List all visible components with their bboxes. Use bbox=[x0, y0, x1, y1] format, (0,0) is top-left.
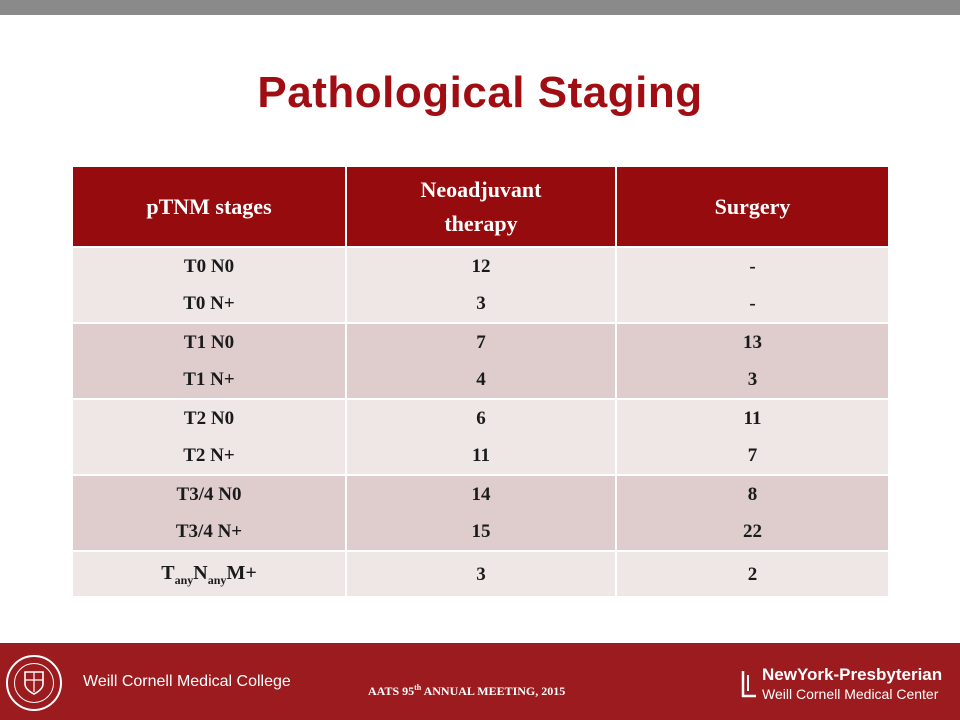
surgery-value: - bbox=[749, 293, 756, 314]
stage-label: T2 N0 bbox=[183, 408, 235, 429]
stage-label: T1 N+ bbox=[183, 369, 235, 390]
stage-m: M+ bbox=[226, 561, 257, 584]
surgery-value: 8 bbox=[747, 484, 758, 505]
neoadjuvant-value: 15 bbox=[471, 521, 491, 542]
stage-t: T bbox=[161, 561, 175, 584]
meeting-prefix: AATS 95 bbox=[368, 684, 415, 698]
stage-cell bbox=[73, 551, 346, 596]
cornell-seal-icon bbox=[6, 655, 62, 711]
slide-title: Pathological Staging bbox=[257, 68, 703, 117]
table-row bbox=[73, 551, 888, 596]
header-ptnm-stages: pTNM stages bbox=[73, 167, 346, 247]
stage-label: T0 N+ bbox=[183, 293, 235, 314]
surgery-value: 11 bbox=[743, 408, 762, 429]
stage-label: T0 N0 bbox=[183, 256, 235, 277]
neoadjuvant-cell bbox=[346, 399, 616, 475]
neoadjuvant-value: 3 bbox=[476, 293, 486, 314]
surgery-value: 7 bbox=[747, 445, 758, 466]
surgery-cell bbox=[616, 323, 888, 399]
stage-n: N bbox=[193, 561, 208, 584]
top-bar bbox=[0, 0, 960, 15]
table-header-row bbox=[73, 167, 888, 247]
stage-label: T3/4 N0 bbox=[176, 484, 242, 505]
surgery-cell bbox=[616, 475, 888, 551]
neoadjuvant-cell bbox=[346, 475, 616, 551]
surgery-cell bbox=[616, 399, 888, 475]
seal-inner-ring bbox=[14, 663, 54, 703]
meeting-suffix: ANNUAL MEETING, 2015 bbox=[421, 684, 566, 698]
neoadjuvant-value: 11 bbox=[472, 445, 490, 466]
surgery-cell bbox=[616, 247, 888, 323]
neoadjuvant-value: 6 bbox=[476, 408, 486, 429]
meeting-sup: th bbox=[414, 683, 422, 692]
surgery-value: - bbox=[749, 256, 756, 277]
table-row bbox=[73, 323, 888, 399]
table-row bbox=[73, 399, 888, 475]
nyp-logo-icon bbox=[740, 669, 758, 699]
surgery-value: 22 bbox=[743, 521, 762, 542]
stage-label: T1 N0 bbox=[183, 332, 235, 353]
neoadjuvant-cell: 3 bbox=[346, 551, 616, 596]
footer-bar bbox=[0, 643, 960, 720]
stage-subscript: any bbox=[174, 572, 194, 587]
staging-table bbox=[73, 167, 888, 596]
neoadjuvant-value: 4 bbox=[476, 369, 486, 390]
header-neoadjuvant-label: Neoadjuvant therapy bbox=[420, 176, 542, 236]
header-neoadjuvant bbox=[346, 167, 616, 247]
meeting-label bbox=[368, 683, 565, 699]
stage-cell bbox=[73, 399, 346, 475]
neoadjuvant-cell bbox=[346, 247, 616, 323]
stage-subscript: any bbox=[207, 572, 227, 587]
weill-cornell-college: Weill Cornell Medical College bbox=[83, 673, 291, 690]
neoadjuvant-cell bbox=[346, 323, 616, 399]
surgery-value: 13 bbox=[743, 332, 762, 353]
neoadjuvant-value: 7 bbox=[476, 332, 486, 353]
stage-label: T3/4 N+ bbox=[175, 521, 243, 542]
neoadjuvant-value: 14 bbox=[471, 484, 491, 505]
neoadjuvant-value: 12 bbox=[471, 256, 491, 277]
stage-cell bbox=[73, 323, 346, 399]
stage-label: T2 N+ bbox=[183, 445, 235, 466]
shield-icon bbox=[23, 670, 45, 696]
nyp-center: Weill Cornell Medical Center bbox=[762, 686, 939, 702]
table-row bbox=[73, 247, 888, 323]
table-row bbox=[73, 475, 888, 551]
nyp-name: NewYork-Presbyterian bbox=[762, 665, 943, 684]
surgery-value: 3 bbox=[747, 369, 758, 390]
stage-cell bbox=[73, 247, 346, 323]
stage-cell bbox=[73, 475, 346, 551]
header-surgery: Surgery bbox=[616, 167, 888, 247]
surgery-cell: 2 bbox=[616, 551, 888, 596]
